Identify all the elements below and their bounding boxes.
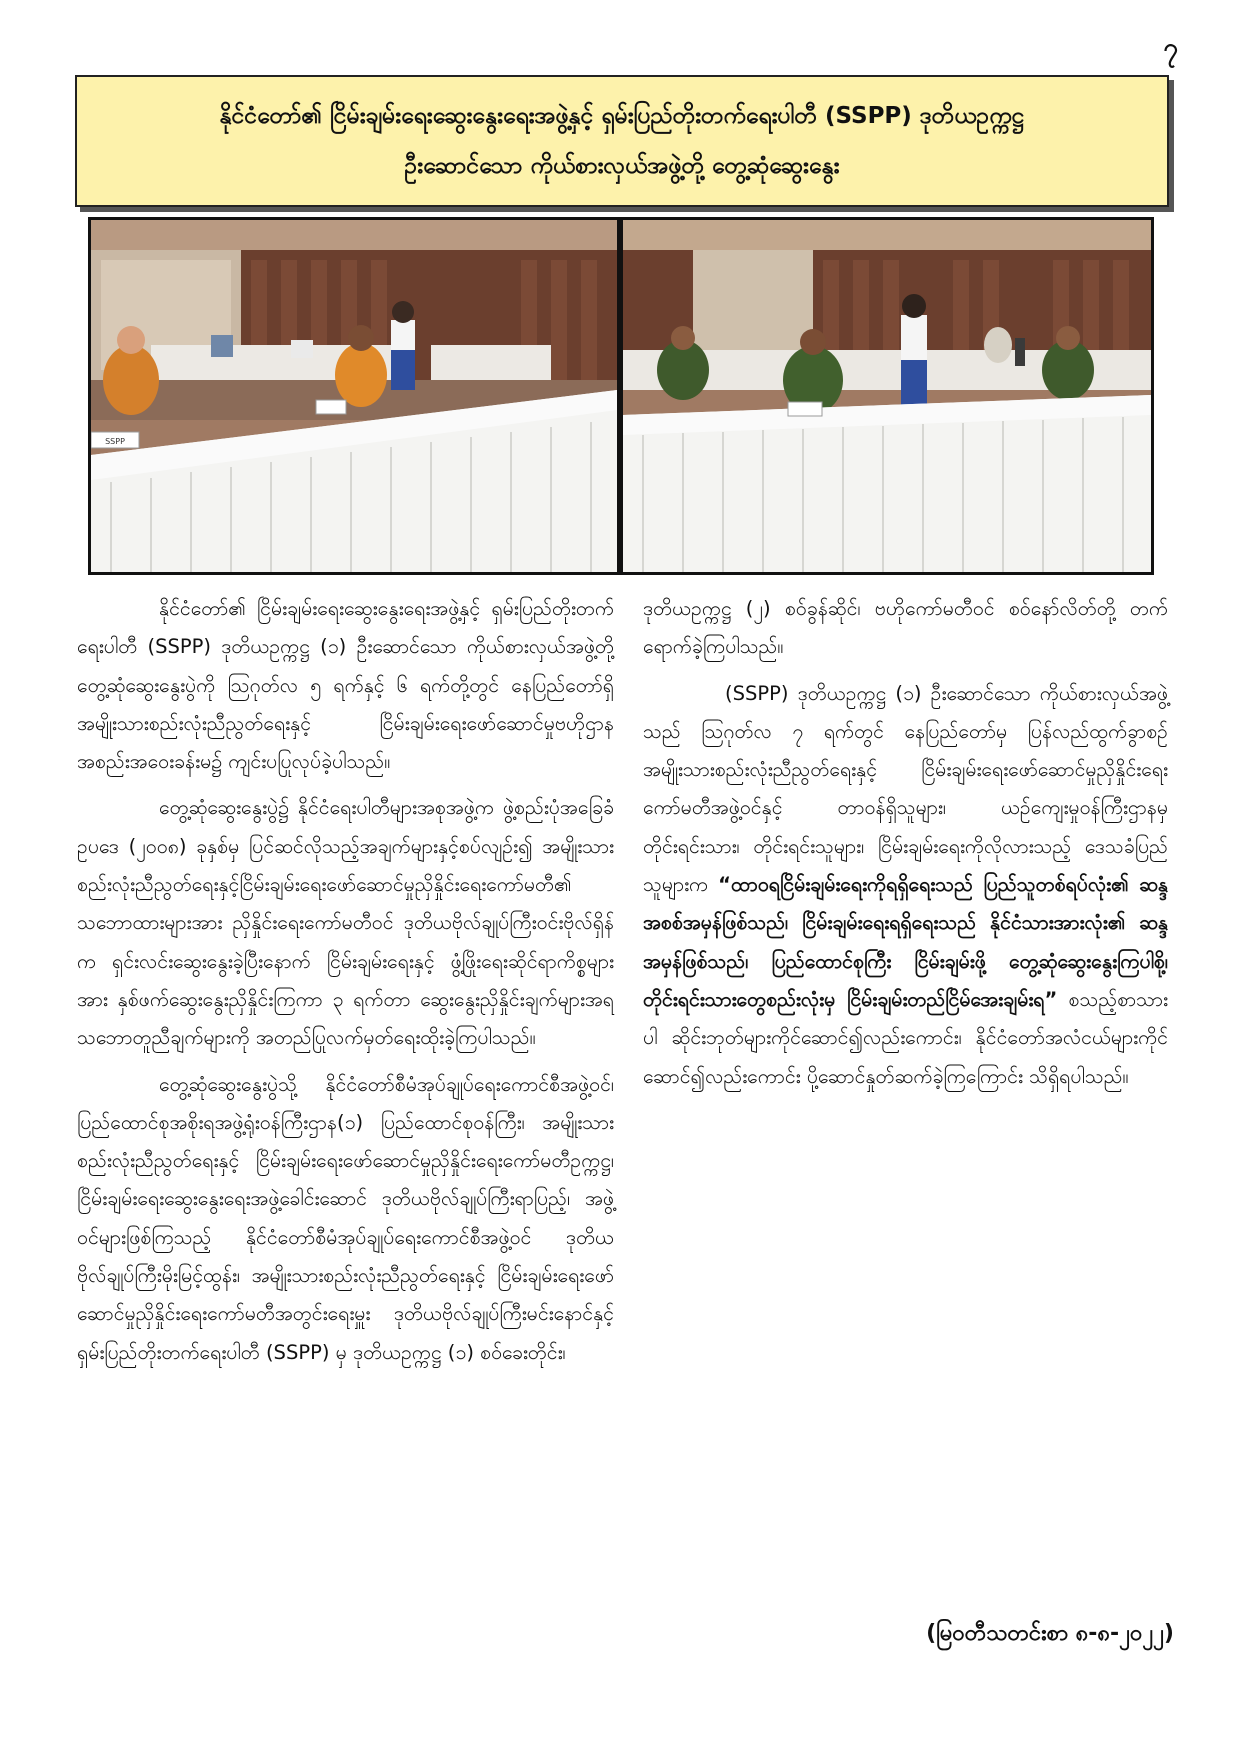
meeting-photo-left-image: [91, 220, 617, 572]
paragraph-discussion: တွေ့ဆုံဆွေးနွေးပွဲ၌ နိုင်ငံရေးပါတီများအစုအဖွဲ့က ဖွဲ့စည်းပုံအခြေခံဥပဒေ (၂၀၀၈) ခုနှစ်မှ ပြင်ဆင်လိုသည့်အချက်များနှင့်စပ်လျဉ်း၍ အမျိုးသားစည်းလုံးညီညွတ်ရေးနှင့်ငြိမ်းချမ်းရေးဖော်ဆောင်မှုညှိနှိုင်းရေးကော်မတီ၏ သဘောထားများအား ညှိနှိုင်းရေးကော်မတီဝင် ဒုတိယဗိုလ်ချုပ်ကြီးဝင်းဗိုလ်ရှိန်က ရှင်းလင်းဆွေးနွေးခဲ့ပြီးနောက် ငြိမ်းချမ်းရေးနှင့် ဖွံ့ဖြိုးရေးဆိုင်ရာကိစ္စများအား နှစ်ဖက်ဆွေးနွေးညှိနှိုင်းကြကာ ၃ ရက်တာ ဆွေးနွေးညှိနှိုင်းချက်များအရ သဘောတူညီချက်များကို အတည်ပြုလက်မှတ်ရေးထိုးခဲ့ကြပါသည်။: [77, 796, 614, 1050]
farewell-text-before: (SSPP) ဒုတိယဥက္ကဋ္ဌ (၁) ဦးဆောင်သော ကိုယ်စားလှယ်အဖွဲ့သည် ဩဂုတ်လ ၇ ရက်တွင် နေပြည်တော်မှ ပြန်လည်ထွက်ခွာစဉ် အမျိုးသားစည်းလုံးညီညွတ်ရေးနှင့် ငြိမ်းချမ်းရေးဖော်ဆောင်မှုညှိနှိုင်းရေးကော်မတီအဖွဲ့ဝင်နှင့် တာဝန်ရှိသူများ၊ ယဉ်ကျေးမှုဝန်ကြီးဌာနမှ တိုင်းရင်းသား၊ တိုင်းရင်းသူများ၊ ငြိမ်းချမ်းရေးကိုလိုလားသည့် ဒေသခံပြည်သူများက: [643, 681, 1168, 897]
meeting-photo-right: [620, 217, 1154, 575]
paragraph-attendees: တွေ့ဆုံဆွေးနွေးပွဲသို့ နိုင်ငံတော်စီမံအုပ်ချုပ်ရေးကောင်စီအဖွဲ့ဝင်၊ ပြည်ထောင်စုအစိုးရအဖွဲ့ရုံးဝန်ကြီးဌာန(၁) ပြည်ထောင်စုဝန်ကြီး၊ အမျိုးသားစည်းလုံးညီညွတ်ရေးနှင့် ငြိမ်းချမ်းရေးဖော်ဆောင်မှုညှိနှိုင်းရေးကော်မတီဥက္ကဋ္ဌ၊ ငြိမ်းချမ်းရေးဆွေးနွေးရေးအဖွဲ့ခေါင်းဆောင် ဒုတိယဗိုလ်ချုပ်ကြီးရာပြည့်၊ အဖွဲ့ဝင်များဖြစ်ကြသည့် နိုင်ငံတော်စီမံအုပ်ချုပ်ရေးကောင်စီအဖွဲ့ဝင် ဒုတိယဗိုလ်ချုပ်ကြီးမိုးမြင့်ထွန်း၊ အမျိုးသားစည်းလုံးညီညွတ်ရေးနှင့် ငြိမ်းချမ်းရေးဖော်ဆောင်မှုညှိနှိုင်းရေးကော်မတီအတွင်းရေးမှူး ဒုတိယဗိုလ်ချုပ်ကြီးမင်းနောင်နှင့် ရှမ်းပြည်တိုးတက်ရေးပါတီ (SSPP) မှ ဒုတိယဥက္ကဋ္ဌ (၁) စဝ်ခေးတိုင်း၊: [77, 1072, 614, 1364]
article-column-right: [643, 590, 1168, 1104]
article-column-left: [77, 590, 614, 1380]
meeting-photo-right-image: [623, 220, 1151, 572]
signboard-quote: “ထာဝရငြိမ်းချမ်းရေးကိုရရှိရေးသည် ပြည်သူတစ်ရပ်လုံး၏ ဆန္ဒအစစ်အမှန်ဖြစ်သည်၊ ငြိမ်းချမ်းရေးရရှိရေးသည် နိုင်ငံသားအားလုံး၏ ဆန္ဒအမှန်ဖြစ်သည်၊ ပြည်ထောင်စုကြီး ငြိမ်းချမ်းဖို့ တွေ့ဆုံဆွေးနွေးကြပါစို့၊ တိုင်းရင်းသားတွေစည်းလုံးမှ ငြိမ်းချမ်းတည်ငြိမ်အေးချမ်းရ”: [643, 873, 1169, 1011]
headline-box: [75, 75, 1169, 207]
paragraph-attendees-continued: ဒုတိယဥက္ကဋ္ဌ (၂) စဝ်ခွန်ဆိုင်၊ ဗဟိုကော်မတီဝင် စဝ်နော်လိတ်တို့ တက်ရောက်ခဲ့ကြပါသည်။: [643, 597, 1168, 659]
farewell-text-after: စသည့်စာသားပါ ဆိုင်းဘုတ်များကိုင်ဆောင်၍လည်းကောင်း၊ နိုင်ငံတော်အလံငယ်များကိုင်ဆောင်၍လည်းကောင်း ပို့ဆောင်နှုတ်ဆက်ခဲ့ကြကြောင်း သိရှိရပါသည်။: [643, 987, 1168, 1088]
sspp-nameplate: SSPP: [105, 437, 125, 446]
meeting-photo-left: [88, 217, 620, 575]
source-credit: (မြဝတီသတင်းစာ ၈-၈-၂၀၂၂): [926, 1621, 1174, 1646]
headline-line-1: နိုင်ငံတော်၏ ငြိမ်းချမ်းရေးဆွေးနွေးရေးအဖွဲ့နှင့် ရှမ်းပြည်တိုးတက်ရေးပါတီ (SSPP) ဒုတိယဥက္ကဋ္ဌ: [219, 103, 1025, 129]
paragraph-intro: နိုင်ငံတော်၏ ငြိမ်းချမ်းရေးဆွေးနွေးရေးအဖွဲ့နှင့် ရှမ်းပြည်တိုးတက်ရေးပါတီ (SSPP) ဒုတိယဥက္ကဋ္ဌ (၁) ဦးဆောင်သော ကိုယ်စားလှယ်အဖွဲ့တို့ တွေ့ဆုံဆွေးနွေးပွဲကို ဩဂုတ်လ ၅ ရက်နှင့် ၆ ရက်တို့တွင် နေပြည်တော်ရှိ အမျိုးသားစည်းလုံးညီညွတ်ရေးနှင့် ငြိမ်းချမ်းရေးဖော်ဆောင်မှုဗဟိုဌာန အစည်းအဝေးခန်းမ၌ ကျင်းပပြုလုပ်ခဲ့ပါသည်။: [77, 597, 614, 774]
page-number: ၇: [1163, 33, 1178, 63]
paragraph-farewell: [643, 675, 1168, 1096]
headline-line-2: ဦးဆောင်သော ကိုယ်စားလှယ်အဖွဲ့တို့ တွေ့ဆုံဆွေးနွေး: [404, 153, 840, 179]
